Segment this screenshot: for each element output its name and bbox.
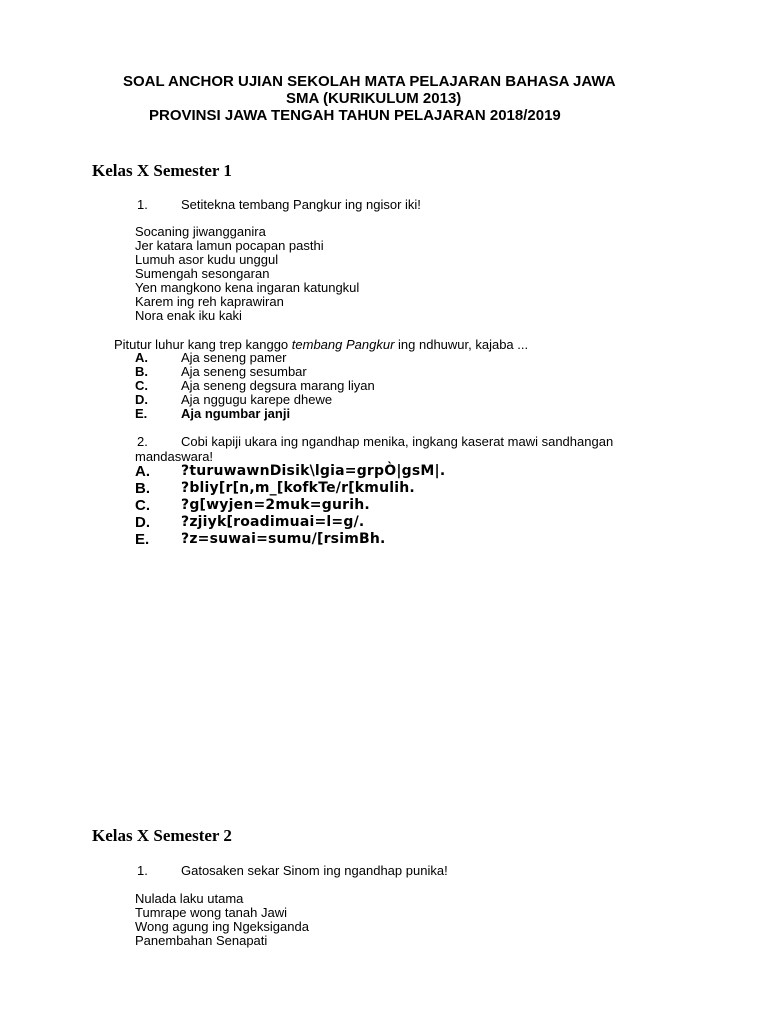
option-letter-a: A. — [135, 463, 150, 480]
poem-line: Lumuh asor kudu unggul — [135, 252, 279, 267]
doc-title-line2: SMA (KURIKULUM 2013) — [286, 90, 462, 107]
javanese-option-e: ?z=suwai=sumu/[rsimBh. — [181, 531, 386, 547]
question-text: Gatosaken sekar Sinom ing ngandhap punika! — [181, 863, 448, 878]
option-letter-a: A. — [135, 350, 148, 365]
poem-line: Tumrape wong tanah Jawi — [135, 905, 287, 920]
stem-text: ing ndhuwur, kajaba ... — [394, 337, 529, 352]
stem-italic: tembang Pangkur — [291, 337, 395, 352]
section-heading-kelas-x-semester-1: Kelas X Semester 1 — [92, 161, 232, 180]
doc-title-line3: PROVINSI JAWA TENGAH TAHUN PELAJARAN 2018/2019 — [149, 107, 561, 124]
option-letter-d: D. — [135, 392, 148, 407]
option-text-b: Aja seneng sesumbar — [181, 364, 307, 379]
option-text-e: Aja ngumbar janji — [181, 406, 291, 421]
question-number: 2. — [137, 434, 148, 449]
question-text: Setitekna tembang Pangkur ing ngisor iki! — [181, 197, 421, 212]
option-letter-c: C. — [135, 378, 148, 393]
poem-line: Sumengah sesongaran — [135, 266, 270, 281]
stem-text: Pitutur luhur kang trep kanggo — [114, 337, 292, 352]
javanese-option-a: ?turuwawnDisik\lgia=grpÒ|gsM|. — [181, 463, 446, 479]
section-heading-kelas-x-semester-2: Kelas X Semester 2 — [92, 826, 232, 845]
poem-line: Socaning jiwangganira — [135, 224, 266, 239]
poem-line: Jer katara lamun pocapan pasthi — [135, 238, 324, 253]
poem-line: Panembahan Senapati — [135, 933, 268, 948]
option-letter-d: D. — [135, 514, 150, 531]
question-stem — [114, 338, 528, 352]
doc-title-line1: SOAL ANCHOR UJIAN SEKOLAH MATA PELAJARAN BAHASA JAWA — [123, 73, 616, 90]
javanese-option-c: ?g[wyjen=2muk=gurih. — [181, 497, 370, 513]
option-text-d: Aja nggugu karepe dhewe — [181, 392, 333, 407]
poem-line: Yen mangkono kena ingaran katungkul — [135, 280, 360, 295]
question-text: Cobi kapiji ukara ing ngandhap menika, ingkang kaserat mawi sandhangan — [181, 434, 614, 449]
question-number: 1. — [137, 197, 148, 212]
javanese-option-d: ?zjiyk[roadimuai=l=g/. — [181, 514, 365, 530]
option-text-a: Aja seneng pamer — [181, 350, 287, 365]
option-letter-c: C. — [135, 497, 150, 514]
poem-line: Nora enak iku kaki — [135, 308, 242, 323]
option-letter-b: B. — [135, 364, 148, 379]
question-number: 1. — [137, 863, 148, 878]
poem-line: Nulada laku utama — [135, 891, 244, 906]
question-text-continued: mandaswara! — [135, 449, 214, 464]
poem-line: Karem ing reh kaprawiran — [135, 294, 284, 309]
option-letter-b: B. — [135, 480, 150, 497]
option-letter-e: E. — [135, 531, 150, 548]
option-text-c: Aja seneng degsura marang liyan — [181, 378, 375, 393]
javanese-option-b: ?bliy[r[n,m_[kofkTe/r[kmulih. — [181, 480, 415, 496]
poem-line: Wong agung ing Ngeksiganda — [135, 919, 309, 934]
option-letter-e: E. — [135, 406, 148, 421]
